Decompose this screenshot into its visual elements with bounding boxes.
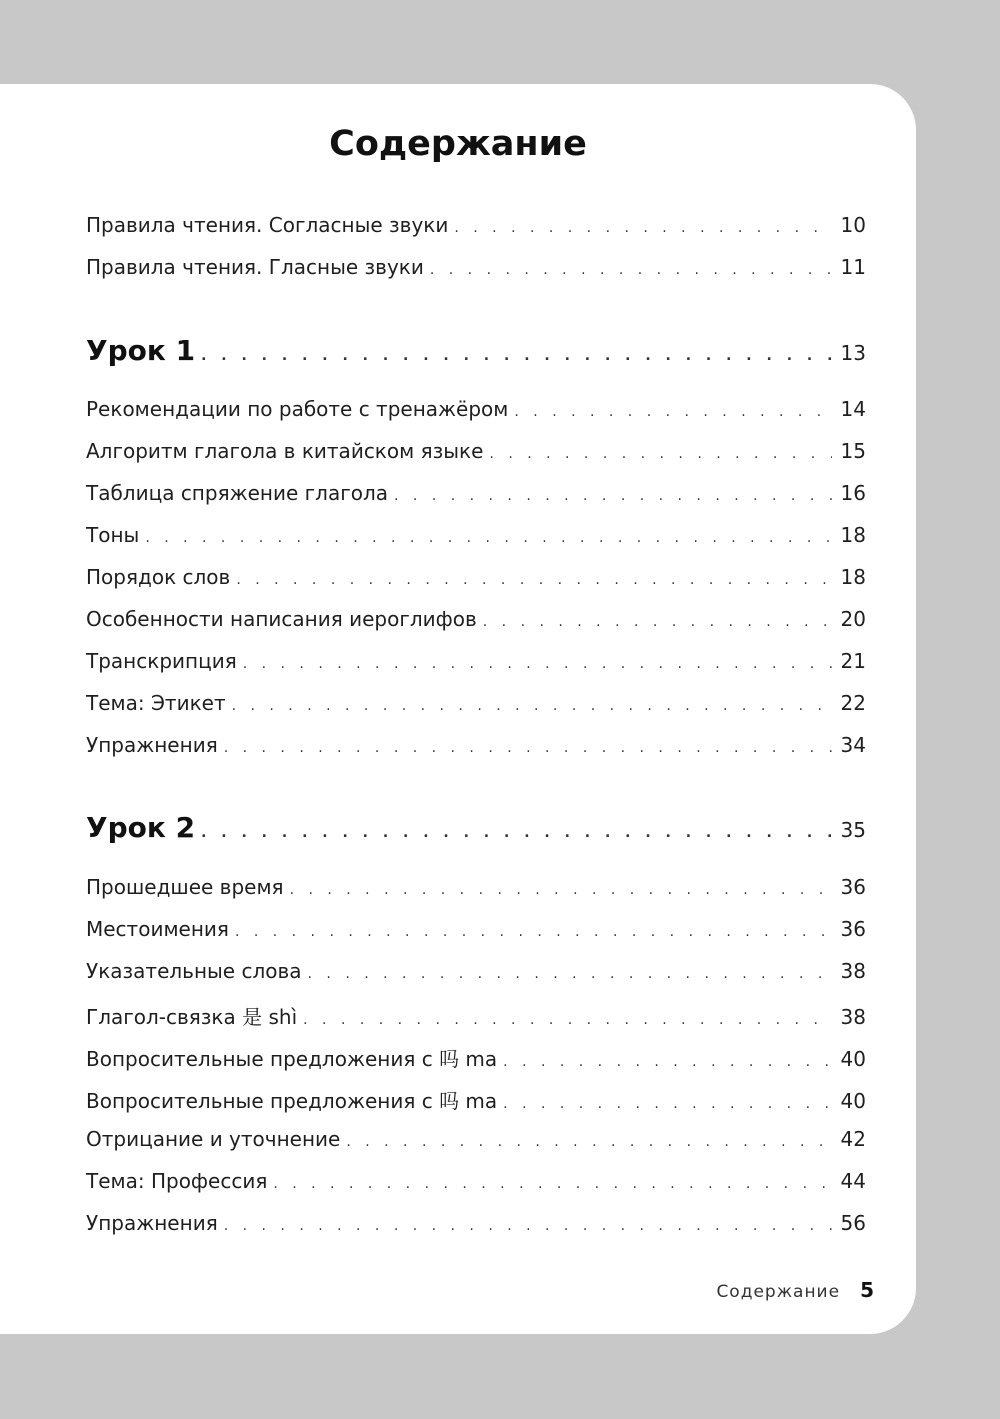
dot-leader: [303, 1012, 832, 1028]
toc-entry[interactable]: [86, 1001, 866, 1030]
toc-lesson-2-heading[interactable]: [86, 811, 866, 844]
toc-entry[interactable]: [86, 649, 866, 673]
toc-entry[interactable]: [86, 439, 866, 463]
toc-entry[interactable]: [86, 691, 866, 715]
toc-entry[interactable]: [86, 1043, 866, 1072]
toc-entry[interactable]: [86, 1169, 866, 1193]
dot-leader: [308, 966, 832, 982]
toc-entry-label: Правила чтения. Согласные звуки: [86, 213, 449, 237]
toc-entry[interactable]: [86, 523, 866, 547]
toc-entry-page: 14: [840, 397, 866, 421]
dot-leader: [514, 404, 832, 420]
toc-entry-page: 38: [840, 959, 866, 983]
toc-entry-page: 34: [840, 733, 866, 757]
toc-entry-page: 20: [840, 607, 866, 631]
dot-leader: [290, 882, 832, 898]
dot-leader: [235, 924, 832, 940]
toc-entry[interactable]: [86, 917, 866, 941]
dot-leader: [224, 740, 832, 756]
page-footer: [716, 1278, 874, 1302]
toc-entry-label: Упражнения: [86, 733, 218, 757]
toc-entry-label: Вопросительные предложения с 吗 ma: [86, 1047, 498, 1071]
toc-entry-page: 36: [840, 917, 866, 941]
lesson-1-page: 13: [840, 341, 866, 365]
toc-entry[interactable]: [86, 1085, 866, 1114]
dot-leader: [483, 614, 832, 630]
toc-entry[interactable]: [86, 875, 866, 899]
dot-leader: [503, 1054, 832, 1070]
toc-entry-label: Тоны: [86, 523, 140, 547]
toc-entry-label: Правила чтения. Гласные звуки: [86, 255, 424, 279]
toc-entry-label: Тема: Профессия: [86, 1169, 268, 1193]
dot-leader: [273, 1176, 832, 1192]
toc-entry-page: 15: [840, 439, 866, 463]
footer-section-label: Содержание: [716, 1282, 841, 1302]
toc-entry[interactable]: [86, 213, 866, 237]
toc-entry-label: Прошедшее время: [86, 875, 284, 899]
toc-entry[interactable]: [86, 481, 866, 505]
toc-entry-label: Тема: Этикет: [86, 691, 226, 715]
toc-entry-label: Алгоритм глагола в китайском языке: [86, 439, 484, 463]
toc-entry[interactable]: [86, 1211, 866, 1235]
toc-entry-page: 40: [840, 1089, 866, 1113]
toc-entry-label: Местоимения: [86, 917, 229, 941]
page-sheet: [0, 84, 916, 1334]
toc-entry-label: Отрицание и уточнение: [86, 1127, 341, 1151]
toc-entry-label: Упражнения: [86, 1211, 218, 1235]
toc-entry[interactable]: [86, 1127, 866, 1151]
toc-entry-page: 18: [840, 523, 866, 547]
dot-leader: [201, 348, 832, 364]
toc-entry-page: 40: [840, 1047, 866, 1071]
toc-entry-label: Особенности написания иероглифов: [86, 607, 477, 631]
toc-entry-page: 44: [840, 1169, 866, 1193]
dot-leader: [236, 572, 832, 588]
toc-entry[interactable]: [86, 959, 866, 983]
toc-entry-page: 22: [840, 691, 866, 715]
toc-entry-label: Вопросительные предложения с 吗 ma: [86, 1089, 498, 1113]
dot-leader: [224, 1218, 832, 1234]
page-title: Содержание: [329, 124, 587, 164]
toc-entry-page: 56: [840, 1211, 866, 1235]
toc-entry[interactable]: [86, 733, 866, 757]
toc-entry-label: Транскрипция: [86, 649, 237, 673]
toc-entry-page: 36: [840, 875, 866, 899]
dot-leader: [454, 220, 832, 236]
toc-entry-page: 21: [840, 649, 866, 673]
toc-entry-label: Рекомендации по работе с тренажёром: [86, 397, 509, 421]
dot-leader: [201, 825, 832, 841]
toc-entry-page: 38: [840, 1005, 866, 1029]
toc-entry-label: Глагол-связка 是 shì: [86, 1005, 298, 1029]
dot-leader: [489, 446, 832, 462]
toc-entry[interactable]: [86, 607, 866, 631]
toc-entry[interactable]: [86, 255, 866, 279]
toc-entry-page: 10: [840, 213, 866, 237]
lesson-2-page: 35: [840, 818, 866, 842]
dot-leader: [346, 1134, 832, 1150]
footer-page-number: 5: [860, 1278, 874, 1302]
lesson-2-label: Урок 2: [86, 811, 196, 844]
lesson-1-label: Урок 1: [86, 334, 196, 367]
toc-entry-page: 18: [840, 565, 866, 589]
toc-entry-page: 16: [840, 481, 866, 505]
toc-entry-label: Указательные слова: [86, 959, 302, 983]
toc-lesson-1-heading[interactable]: [86, 334, 866, 367]
toc-entry-page: 42: [840, 1127, 866, 1151]
dot-leader: [430, 262, 832, 278]
dot-leader: [232, 698, 832, 714]
toc-entry[interactable]: [86, 397, 866, 421]
dot-leader: [145, 530, 832, 546]
dot-leader: [394, 488, 832, 504]
dot-leader: [503, 1096, 832, 1112]
toc-entry-page: 11: [840, 255, 866, 279]
toc-entry-label: Таблица спряжение глагола: [86, 481, 389, 505]
toc-entry[interactable]: [86, 565, 866, 589]
dot-leader: [243, 656, 832, 672]
toc-entry-label: Порядок слов: [86, 565, 231, 589]
